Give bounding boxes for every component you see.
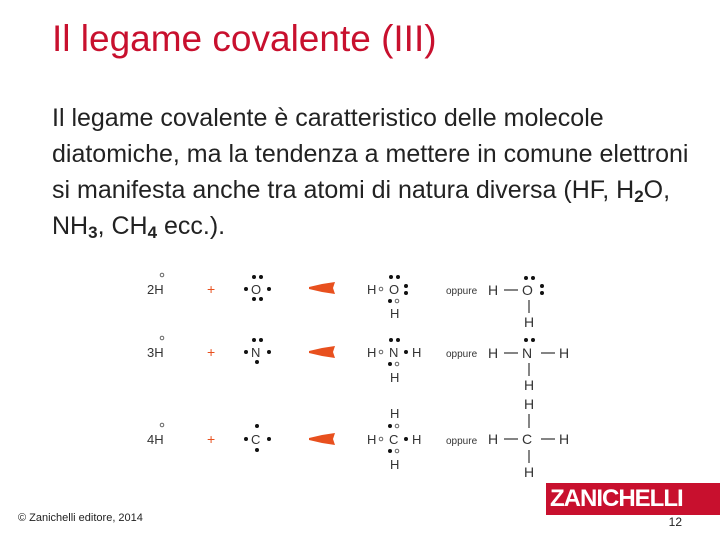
plus-sign: + [207, 344, 216, 360]
reactant-atom: O [251, 282, 262, 297]
struct-h-left: H [488, 431, 499, 447]
struct-h-bottom: H [524, 377, 535, 393]
body-text-4: ecc.). [157, 212, 226, 240]
oppure-label: oppure [446, 286, 478, 297]
struct-center-atom: N [522, 345, 533, 361]
oppure-label: oppure [446, 436, 478, 447]
plus-sign: + [207, 431, 216, 447]
reactant-atom: C [251, 432, 261, 447]
subscript-ch4: 4 [147, 223, 158, 242]
struct-center-atom: O [522, 282, 533, 298]
shared-electron [395, 299, 399, 303]
shared-electron [379, 287, 383, 291]
publisher-logo [546, 483, 720, 515]
struct-h-right: H [559, 431, 570, 447]
shared-electron [379, 437, 383, 441]
lewis-center-atom: N [389, 345, 399, 360]
lewis-h-left: H [367, 432, 377, 447]
struct-lone-pairs [524, 338, 535, 342]
row-methane [147, 396, 569, 480]
reaction-arrow [309, 282, 335, 294]
lewis-center-atom: C [389, 432, 399, 447]
page-number: 12 [668, 515, 682, 529]
body-text-3: , CH [97, 212, 148, 240]
struct-h-left: H [488, 282, 499, 298]
lewis-h-bottom: H [390, 306, 400, 321]
electron-dot [160, 273, 164, 277]
shared-electron [395, 362, 399, 366]
subscript-nh3: 3 [88, 223, 98, 242]
subscript-h2o: 2 [634, 187, 644, 206]
copyright-text: © Zanichelli editore, 2014 [18, 512, 143, 524]
struct-h-left: H [488, 345, 499, 361]
oppure-label: oppure [446, 349, 478, 360]
struct-h-bottom: H [524, 314, 535, 330]
shared-electron [395, 424, 399, 428]
logo-text: ZANICHELLI [550, 485, 683, 512]
reaction-arrow [309, 346, 335, 358]
shared-electron [379, 350, 383, 354]
reactant-hydrogen: 3H [147, 345, 164, 360]
row-ammonia [147, 336, 569, 393]
struct-h-top: H [524, 396, 535, 412]
lewis-h-bottom: H [390, 457, 400, 472]
reactant-atom: N [251, 345, 261, 360]
lewis-h-left: H [367, 282, 377, 297]
electron-dot [160, 423, 164, 427]
lewis-h-right: H [412, 432, 422, 447]
electron-dot [160, 336, 164, 340]
reaction-arrow [309, 433, 335, 445]
body-text-1: Il legame covalente è caratteristico delle molecole diatomiche, ma la tendenza a mettere in comune elettroni si manifesta anche tra atomi di natura diversa (HF, H [52, 104, 689, 204]
plus-sign: + [207, 281, 216, 297]
struct-h-bottom: H [524, 464, 535, 480]
lewis-h-bottom: H [390, 370, 400, 385]
body-text-2: O, NH [52, 176, 671, 240]
slide-title: Il legame covalente (III) [52, 18, 437, 59]
struct-h-right: H [559, 345, 570, 361]
lewis-h-left: H [367, 345, 377, 360]
shared-electron [395, 449, 399, 453]
reactant-hydrogen: 2H [147, 282, 164, 297]
reactant-hydrogen: 4H [147, 432, 164, 447]
row-water [147, 273, 544, 330]
lewis-h-top: H [390, 406, 400, 421]
lewis-center-atom: O [389, 282, 400, 297]
struct-center-atom: C [522, 431, 533, 447]
lewis-h-right: H [412, 345, 422, 360]
